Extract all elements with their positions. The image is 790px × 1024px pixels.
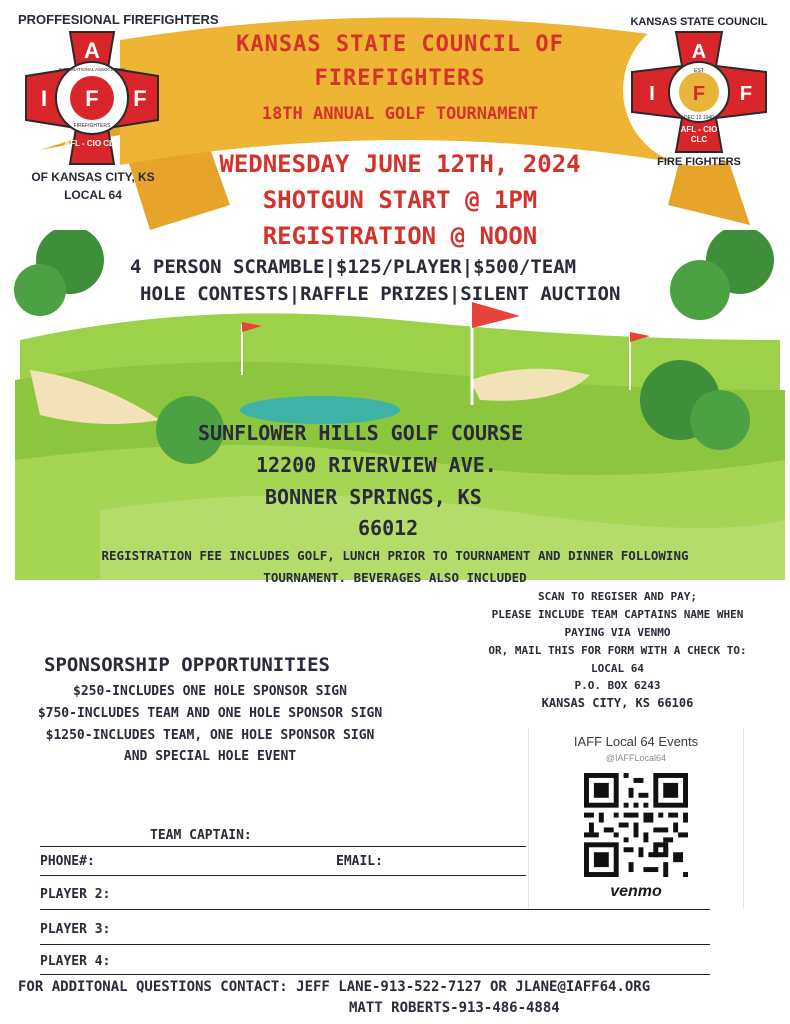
logo-left-letter-f-right: F [133,86,147,111]
venmo-handle: @IAFFLocal64 [605,753,667,763]
payment-line-2: PLEASE INCLUDE TEAM CAPTAINS NAME WHEN [491,608,744,621]
logo-left-ring-top: INTERNATIONAL ASSOCIATION [58,67,126,72]
logo-left-letter-a: A [84,38,100,63]
event-format: 4 PERSON SCRAMBLE|$125/PLAYER|$500/TEAM [130,256,577,278]
logo-right-letter-f-center: F [692,83,706,105]
logo-right-date: DEC 12 1940 [683,115,715,121]
event-extras: HOLE CONTESTS|RAFFLE PRIZES|SILENT AUCTION [140,283,621,305]
venmo-qr-code[interactable] [584,773,688,877]
fee-note-line-2: TOURNAMENT. BEVERAGES ALSO INCLUDED [263,570,527,585]
venmo-card [528,728,744,908]
sponsor-tier-250: $250-INCLUDES ONE HOLE SPONSOR SIGN [73,684,347,699]
contact-line-1: FOR ADDITONAL QUESTIONS CONTACT: JEFF LANE-913-522-7127 OR JLANE@IAFF64.ORG [18,979,651,995]
left-org-bottom-2: LOCAL 64 [64,188,122,202]
title-line-2: FIREFIGHTERS [314,66,486,91]
contact-line-2: MATT ROBERTS-913-486-4884 [349,1000,560,1016]
form-email-label: EMAIL: [336,854,383,869]
player-2-line[interactable] [40,909,710,910]
sponsorship-heading: SPONSORSHIP OPPORTUNITIES [44,654,330,676]
event-date: WEDNESDAY JUNE 12TH, 2024 [219,150,581,178]
logo-right-letter-f-right: F [739,83,753,105]
logo-left-ring-bottom: AFL - CIO CLC [64,139,120,148]
form-phone-label: PHONE#: [40,854,95,869]
payment-line-3: PAYING VIA VENMO [564,626,671,639]
iaff-maltese-cross-icon [22,28,162,168]
logo-left-ring-mid: FIREFIGHTERS [73,123,111,129]
venue-zip: 66012 [358,516,419,540]
title-line-1: KANSAS STATE COUNCIL OF [236,32,564,57]
logo-right-letter-i: I [649,83,655,105]
venmo-title: IAFF Local 64 Events [573,734,699,749]
logo-left-letter-f-center: F [85,86,99,111]
event-start: SHOTGUN START @ 1PM [262,186,538,214]
logo-right-clc: CLC [690,135,708,144]
sponsor-tier-1250-cont: AND SPECIAL HOLE EVENT [123,749,297,764]
payment-line-4: OR, MAIL THIS FOR FORM WITH A CHECK TO: [488,644,747,657]
phone-email-line[interactable] [40,875,526,876]
payment-line-1: SCAN TO REGISER AND PAY; [538,590,697,603]
venmo-logo: venmo [610,883,662,900]
team-captain-line[interactable] [40,846,526,847]
logo-right-afl: AFL - CIO [680,125,718,134]
fee-note-line-1: REGISTRATION FEE INCLUDES GOLF, LUNCH PRIOR TO TOURNAMENT AND DINNER FOLLOWING [101,548,689,563]
logo-left-letter-i: I [40,86,48,111]
form-player-3-label: PLAYER 3: [40,922,111,937]
form-player-4-label: PLAYER 4: [40,954,111,969]
payment-line-7: KANSAS CITY, KS 66106 [541,696,694,710]
payment-line-5: LOCAL 64 [591,662,644,675]
logo-right-letter-a: A [691,41,707,63]
venue-name: SUNFLOWER HILLS GOLF COURSE [198,421,524,445]
logo-right-arc-bottom: FIRE FIGHTERS [657,156,741,168]
sponsor-tier-1250: $1250-INCLUDES TEAM, ONE HOLE SPONSOR SIGN [45,728,375,743]
player-4-line[interactable] [40,974,710,975]
player-3-line[interactable] [40,944,710,945]
sponsor-tier-750: $750-INCLUDES TEAM AND ONE HOLE SPONSOR SIGN [37,706,383,721]
logo-right-arc-top: KANSAS STATE COUNCIL [630,16,768,28]
logo-right-est: EST [694,68,704,74]
left-org-bottom-1: OF KANSAS CITY, KS [31,170,155,184]
left-org-top: PROFFESIONAL FIREFIGHTERS [18,12,219,27]
form-team-captain-label: TEAM CAPTAIN: [150,828,252,843]
title-line-3: 18TH ANNUAL GOLF TOURNAMENT [261,104,539,124]
event-registration: REGISTRATION @ NOON [262,222,538,250]
venue-street: 12200 RIVERVIEW AVE. [256,453,497,477]
form-player-2-label: PLAYER 2: [40,887,111,902]
venue-city: BONNER SPRINGS, KS [265,485,482,509]
payment-line-6: P.O. BOX 6243 [574,679,661,692]
